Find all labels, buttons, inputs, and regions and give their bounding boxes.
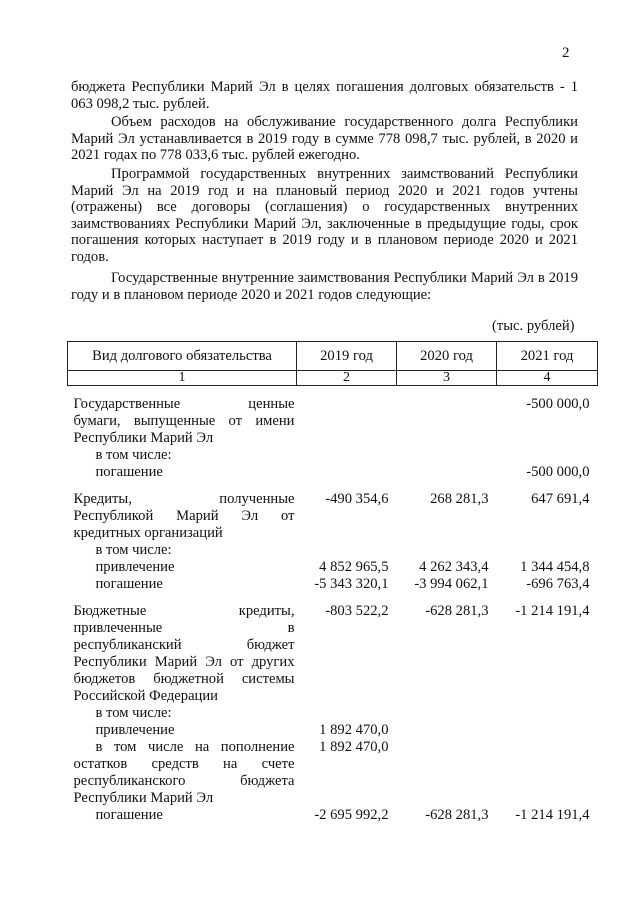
table-row [68, 481, 598, 593]
value-cell-2019 [297, 386, 397, 482]
amount-value [397, 722, 489, 739]
obligation-label-cell [68, 386, 297, 482]
amount-value [397, 773, 489, 790]
amount-value [497, 722, 590, 739]
amount-value: -5 343 320,1 [314, 576, 389, 592]
obligation-label-line: республиканский бюджет [73, 637, 295, 653]
amount-value [397, 739, 489, 756]
amount-value [397, 508, 489, 525]
amount-value [397, 688, 489, 705]
table-row [68, 593, 598, 824]
amount-value: 4 852 965,5 [319, 559, 389, 575]
obligation-label-line: Бюджетные кредиты, [73, 603, 295, 619]
amount-value [297, 790, 389, 807]
amount-value [497, 790, 590, 807]
obligation-label-line: Республики Марий Эл [73, 790, 214, 806]
obligation-label-line: бумаги, выпущенные от имени [73, 413, 295, 429]
amount-value [397, 705, 489, 722]
value-cell-2021 [497, 481, 598, 593]
paragraph-borrowing-program: Программой государственных внутренних заимствований Республики Марий Эл на 2019 год и на плановый период 2020 и 2021 годов учтены (отражены) все договоры (соглашения) о государственных внутренних заимствованиях Республики Марий Эл, заключенные в предыдущие годы, срок погашения которых наступает в 2019 году и в плановом периоде 2020 и 2021 годов. [71, 166, 578, 265]
borrowings-table [67, 341, 598, 824]
amount-value [297, 413, 389, 430]
amount-value [497, 542, 590, 559]
amount-value [297, 508, 389, 525]
amount-value [497, 756, 590, 773]
amount-value [397, 413, 489, 430]
amount-value [297, 756, 389, 773]
obligation-label-line: Государственные ценные [73, 396, 295, 412]
header-year-2021: 2021 год [497, 342, 598, 371]
units-label: (тыс. рублей) [492, 318, 575, 334]
paragraph-table-intro: Государственные внутренние заимствования Республики Марий Эл в 2019 году и в плановом периоде 2020 и 2021 годов следующие: [71, 270, 578, 303]
table-body [68, 386, 598, 825]
amount-value [397, 654, 489, 671]
amount-value [397, 542, 489, 559]
amount-value: -3 994 062,1 [414, 576, 489, 592]
obligation-label-cell [68, 593, 297, 824]
column-number-row [68, 371, 598, 386]
amount-value: 1 344 454,8 [520, 559, 590, 575]
obligation-label-line: привлеченные в [73, 620, 295, 636]
obligation-label-line: погашение [95, 576, 163, 592]
obligation-label-line: в том числе: [95, 447, 172, 463]
amount-value [497, 705, 590, 722]
obligation-label-line: в том числе: [95, 705, 172, 721]
amount-value [497, 525, 590, 542]
table-row [68, 386, 598, 482]
paragraph-debt-repayment: бюджета Республики Марий Эл в целях погашения долговых обязательств - 1 063 098,2 тыс. рублей. [71, 79, 578, 112]
amount-value [397, 447, 489, 464]
amount-value: -500 000,0 [526, 396, 590, 412]
amount-value [497, 637, 590, 654]
obligation-label-line: в том числе: [95, 542, 172, 558]
amount-value [397, 756, 489, 773]
value-cell-2019 [297, 593, 397, 824]
column-number: 1 [68, 371, 297, 386]
amount-value [297, 464, 389, 481]
value-cell-2019 [297, 481, 397, 593]
obligation-label-line: кредитных организаций [73, 525, 223, 541]
obligation-label-line: бюджетов бюджетной системы [73, 671, 295, 687]
obligation-label-line: Республики Марий Эл [73, 430, 214, 446]
header-year-2020: 2020 год [397, 342, 497, 371]
amount-value [397, 790, 489, 807]
amount-value [297, 671, 389, 688]
amount-value [297, 637, 389, 654]
obligation-label-line: погашение [95, 807, 163, 823]
obligation-label-line: привлечение [95, 559, 175, 575]
value-cell-2020 [397, 386, 497, 482]
amount-value [497, 688, 590, 705]
amount-value: 647 691,4 [531, 491, 590, 507]
table-header-row [68, 342, 598, 371]
amount-value [297, 396, 389, 413]
amount-value: -628 281,3 [425, 807, 489, 823]
amount-value [297, 688, 389, 705]
amount-value [397, 525, 489, 542]
amount-value [297, 620, 389, 637]
obligation-label-line: Республики Марий Эл от других [73, 654, 295, 670]
obligation-label-line: Российской Федерации [73, 688, 218, 704]
amount-value [297, 705, 389, 722]
amount-value [297, 773, 389, 790]
obligation-label-line: остатков средств на счете [73, 756, 295, 772]
amount-value [497, 447, 590, 464]
amount-value: 1 892 470,0 [319, 722, 389, 738]
amount-value [497, 508, 590, 525]
amount-value [397, 396, 489, 413]
amount-value [497, 671, 590, 688]
amount-value [497, 739, 590, 756]
amount-value: 4 262 343,4 [419, 559, 489, 575]
obligation-label-line: привлечение [95, 722, 175, 738]
column-number: 4 [497, 371, 598, 386]
amount-value: -1 214 191,4 [515, 603, 590, 619]
amount-value [297, 542, 389, 559]
column-number: 2 [297, 371, 397, 386]
amount-value [297, 447, 389, 464]
amount-value [397, 464, 489, 481]
value-cell-2021 [497, 386, 598, 482]
amount-value [397, 671, 489, 688]
header-year-2019: 2019 год [297, 342, 397, 371]
amount-value: -803 522,2 [325, 603, 389, 619]
amount-value [297, 654, 389, 671]
amount-value: -696 763,4 [526, 576, 590, 592]
obligation-label-cell [68, 481, 297, 593]
obligation-label-line: Республикой Марий Эл от [73, 508, 295, 524]
amount-value [497, 620, 590, 637]
amount-value: 268 281,3 [430, 491, 489, 507]
amount-value [297, 525, 389, 542]
value-cell-2021 [497, 593, 598, 824]
amount-value: -490 354,6 [325, 491, 389, 507]
amount-value [297, 430, 389, 447]
amount-value [497, 413, 590, 430]
value-cell-2020 [397, 481, 497, 593]
amount-value [497, 654, 590, 671]
amount-value [497, 430, 590, 447]
column-number: 3 [397, 371, 497, 386]
value-cell-2020 [397, 593, 497, 824]
paragraph-debt-service: Объем расходов на обслуживание государственного долга Республики Марий Эл устанавливается в 2019 году в сумме 778 098,7 тыс. рублей, в 2020 и 2021 годах по 778 033,6 тыс. рублей ежегодно. [71, 114, 578, 164]
obligation-label-line: в том числе на пополнение [95, 739, 295, 755]
amount-value [397, 430, 489, 447]
obligation-label-line: республиканского бюджета [73, 773, 295, 789]
amount-value: -1 214 191,4 [515, 807, 590, 823]
amount-value: -2 695 992,2 [314, 807, 389, 823]
header-obligation-type: Вид долгового обязательства [68, 342, 297, 371]
amount-value: -500 000,0 [526, 464, 590, 480]
page-number: 2 [562, 45, 570, 61]
amount-value [397, 620, 489, 637]
amount-value: -628 281,3 [425, 603, 489, 619]
obligation-label-line: погашение [95, 464, 163, 480]
obligation-label-line: Кредиты, полученные [73, 491, 295, 507]
amount-value [397, 637, 489, 654]
amount-value: 1 892 470,0 [319, 739, 389, 755]
amount-value [497, 773, 590, 790]
